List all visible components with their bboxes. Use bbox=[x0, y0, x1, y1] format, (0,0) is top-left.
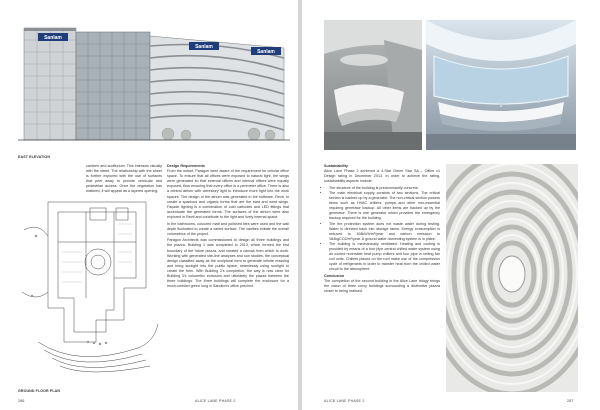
body-paragraph: Alice Lane Phase 2 achieved a 4-Star Green Star SA – Office v1 Design rating in December 2013. In order to achieve the rating, sustainability aspects include: bbox=[324, 169, 440, 184]
sustainability-list bbox=[324, 186, 440, 273]
list-item: • The main electrical supply consists of two sections. The critical section is backed up by a generator. The non-critical section powers items such as HVAC chillers, pumps and other non-essential requiring generator backup. All other items are backed up by the generator. There is one generator which provides the emergency backup required for the building. bbox=[329, 191, 440, 222]
right-page bbox=[302, 0, 600, 410]
signage-text: Sanlam bbox=[257, 49, 275, 55]
signage-text: Sanlam bbox=[44, 35, 62, 41]
sustainability-column bbox=[324, 164, 440, 296]
list-item: • The building is mechanically ventilated. Heating and cooling is provided by means of a four pipe central chilled water system using air cooled reversible heat pump chillers and four pipe in ceiling fan coil units. Chillers placed on the roof make use of the compression cycle of refrigerants in order to transfer heat from the chilled water circuit to the atmosphere. bbox=[329, 242, 440, 273]
list-item: • The structure of the building is predominantly concrete. bbox=[329, 186, 440, 191]
body-paragraph: Paragon Architects was commissioned to design all three buildings and the piazza. Building 1 was completed in 2013, which formed the first boundary of the future piazza, and created a canvas from which to work. Working with generated site-line analyses and sun studies, the conceptual design classified away as the sculptural form to generate infinite massing and bring sunlight into the public space, seamlessly using sunlight to create the form. With Building 2's completion, the way is now clear for Building 3's volumetric extrusion and ultimately the piazza between the three buildings. The three buildings will complete the enclosure for a much-needed green lung in Sandton's office precinct. bbox=[167, 238, 289, 289]
plan-caption: GROUND FLOOR PLAN bbox=[18, 389, 61, 393]
bathroom-photo-1 bbox=[324, 20, 422, 150]
bathroom-photo-2 bbox=[426, 20, 576, 150]
body-paragraph: The completion of the second building in the Alice Lane trilogy brings the vision of three curvy buildings surrounding a distinctive piazza closer to being realised. bbox=[324, 279, 440, 294]
section-heading: Design Requirements bbox=[167, 164, 205, 168]
elevation-caption: EAST ELEVATION bbox=[18, 155, 51, 159]
page-number: 286 bbox=[18, 399, 25, 403]
left-page bbox=[0, 0, 298, 410]
page-number: 287 bbox=[567, 399, 574, 403]
intro-paragraph: canteen and auditorium. This interacts visually with the street. The relationship with the street is further explored with the use of surfaces that peel away to provide vehicular and pedestrian access. Once the vegetation has matured, it will appear as a layered opening. bbox=[86, 164, 162, 194]
section-heading: Sustainability bbox=[324, 164, 348, 168]
signage-text: Sanlam bbox=[195, 44, 213, 50]
atrium-photo bbox=[446, 164, 578, 392]
list-item: • The fire protection system does not waste water during testing. Water is directed back into storage tanks. Energy consumption is reduced to 108kWh/m²/year and carbon emission to 184kgCO2/m²/year. A ground water harvesting system is in place. bbox=[329, 222, 440, 242]
running-title: ALICE LANE PHASE 2 bbox=[324, 399, 365, 403]
body-paragraph: From the outset, Paragon were aware of the requirement for cellular office space. To ensure that all offices were exposed to natural light, the wings were generated so that external offices and internal offices were equally exposed, thus ensuring that every office is a perimeter office. There is also a central atrium with clerestory light to introduce more light into the work spaces. The design of the atrium was generated in the software, Revit, to create a spacious and organic forms that are the east and west wings. Façade lighting is a combination of cold cathodes and LED fittings that accentuate the generated forms. The surfaces of the atrium were also explored in Revit and contribute to the light and lively internal space. bbox=[167, 169, 289, 219]
section-heading: Conclusion bbox=[324, 273, 345, 278]
design-requirements-column bbox=[167, 164, 289, 291]
east-elevation-drawing bbox=[18, 18, 290, 146]
body-paragraph: In the bathrooms, coloured matt and polished tiles were used and the wall depth fluctuated to create a varied surface. The vanities imitate the overall volumetrics of the project. bbox=[167, 221, 289, 236]
running-title: ALICE LANE PHASE 2 bbox=[195, 399, 236, 403]
ground-floor-plan-drawing bbox=[18, 192, 164, 378]
